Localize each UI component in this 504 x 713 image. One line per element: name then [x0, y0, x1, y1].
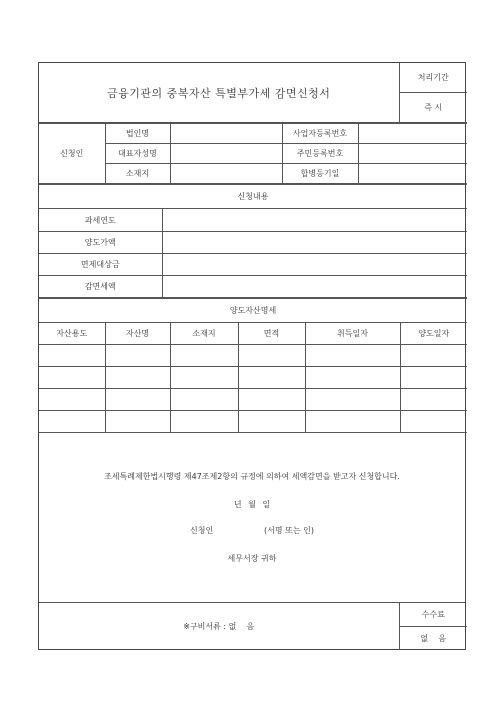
asset-cell[interactable]	[400, 389, 467, 411]
asset-cell[interactable]	[39, 367, 105, 389]
asset-cell[interactable]	[400, 345, 467, 367]
form-title: 금융기관의 중복자산 특별부가세 감면신청서	[39, 63, 399, 123]
declaration-date: 년 월 일	[233, 500, 271, 509]
asset-cell[interactable]	[170, 345, 238, 367]
assets-section	[39, 298, 467, 433]
tax-year-field[interactable]	[162, 209, 467, 232]
exempt-amount-field[interactable]	[162, 254, 467, 276]
asset-cell[interactable]	[105, 389, 170, 411]
tax-year-label: 과세연도	[39, 209, 162, 232]
application-section	[39, 184, 467, 298]
form-footer	[39, 603, 467, 650]
declaration-block	[39, 433, 465, 603]
transfer-price-field[interactable]	[162, 232, 467, 254]
form-header	[39, 63, 467, 123]
asset-cell[interactable]	[238, 389, 305, 411]
declaration-statement: 조세특례제한법시행령 제47조제2항의 규정에 의하여 세액감면을 받고자 신청합니다.	[104, 472, 400, 481]
table-row	[39, 345, 467, 367]
table-row	[39, 411, 467, 433]
resident-reg-label: 주민등록번호	[282, 144, 358, 164]
asset-col-area: 면적	[238, 323, 305, 345]
asset-cell[interactable]	[170, 411, 238, 433]
asset-cell[interactable]	[400, 411, 467, 433]
asset-cell[interactable]	[105, 345, 170, 367]
asset-col-location: 소재지	[170, 323, 238, 345]
rep-name-label: 대표자성명	[105, 144, 170, 164]
asset-cell[interactable]	[39, 345, 105, 367]
table-row	[39, 389, 467, 411]
biz-reg-label: 사업자등록번호	[282, 124, 358, 144]
reduced-tax-label: 감면세액	[39, 276, 162, 298]
applicant-section	[39, 123, 467, 184]
merger-date-field[interactable]	[358, 164, 467, 184]
asset-cell[interactable]	[39, 389, 105, 411]
asset-col-usage: 자산용도	[39, 323, 105, 345]
declaration-applicant: 신청인 (서명 또는 인)	[189, 526, 314, 535]
corp-name-field[interactable]	[170, 124, 282, 144]
asset-cell[interactable]	[238, 411, 305, 433]
merger-date-label: 합병등기일	[282, 164, 358, 184]
asset-cell[interactable]	[39, 411, 105, 433]
assets-section-title: 양도자산명세	[39, 299, 467, 323]
address-label: 소재지	[105, 164, 170, 184]
asset-cell[interactable]	[170, 389, 238, 411]
applicant-label: 신청인	[39, 124, 105, 184]
asset-cell[interactable]	[105, 367, 170, 389]
transfer-price-label: 양도가액	[39, 232, 162, 254]
declaration-addressee: 세무서장 귀하	[227, 554, 277, 563]
asset-cell[interactable]	[305, 367, 400, 389]
asset-col-transferred: 양도일자	[400, 323, 467, 345]
biz-reg-field[interactable]	[358, 124, 467, 144]
processing-period-value: 즉 시	[399, 93, 467, 123]
asset-cell[interactable]	[305, 389, 400, 411]
asset-cell[interactable]	[305, 345, 400, 367]
address-field[interactable]	[170, 164, 282, 184]
required-docs-note: ※구비서류 : 없 음	[39, 603, 399, 650]
application-form	[38, 62, 466, 650]
exempt-amount-label: 면제대상금	[39, 254, 162, 276]
asset-cell[interactable]	[305, 411, 400, 433]
corp-name-label: 법인명	[105, 124, 170, 144]
fee-label: 수수료	[399, 603, 467, 627]
asset-cell[interactable]	[238, 367, 305, 389]
asset-col-acquired: 취득일자	[305, 323, 400, 345]
fee-value: 없 음	[399, 627, 467, 651]
table-row	[39, 367, 467, 389]
resident-reg-field[interactable]	[358, 144, 467, 164]
asset-cell[interactable]	[400, 367, 467, 389]
asset-cell[interactable]	[238, 345, 305, 367]
asset-col-name: 자산명	[105, 323, 170, 345]
reduced-tax-field[interactable]	[162, 276, 467, 298]
processing-period-label: 처리기간	[399, 63, 467, 93]
rep-name-field[interactable]	[170, 144, 282, 164]
asset-cell[interactable]	[105, 411, 170, 433]
application-section-title: 신청내용	[39, 185, 467, 209]
asset-cell[interactable]	[170, 367, 238, 389]
